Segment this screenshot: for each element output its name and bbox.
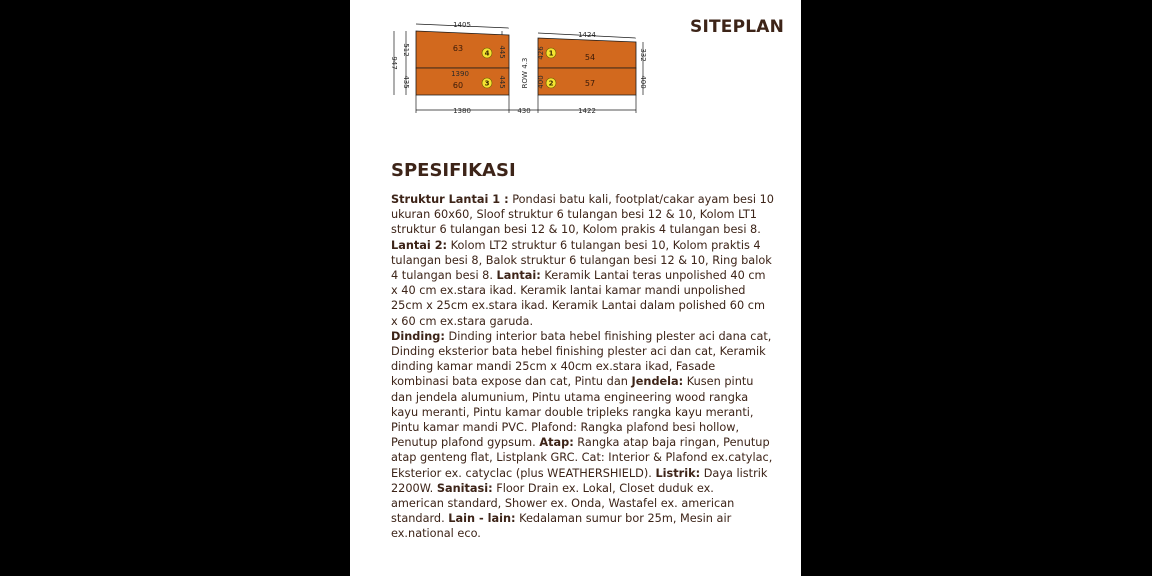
dim-right-edge-lower: 400 [639, 75, 647, 89]
spec-text: ukuran 60x60, Sloof struktur 6 tulangan besi 12 & 10, Kolom LT1 [391, 208, 757, 222]
spec-text: x 60 cm ex.stara garuda. [391, 314, 534, 328]
dim-left-lower: 435 [402, 75, 410, 89]
dim-inner-upper: 445 [498, 45, 506, 59]
spec-heading: Struktur Lantai 1 : [391, 193, 509, 206]
spec-text: kombinasi bata expose dan cat, Pintu dan [391, 375, 632, 389]
spec-text: Dinding eksterior bata hebel finishing plester aci dan cat, Keramik [391, 345, 766, 359]
dim-right-block-upper: 426 [537, 46, 545, 60]
spec-text: Kedalaman sumur bor 25m, Mesin air [515, 512, 732, 526]
spec-text: Rangka atap baja ringan, Penutup [573, 436, 770, 450]
brochure-page [350, 0, 801, 576]
dim-top-left: 1405 [453, 21, 471, 29]
spec-line [391, 268, 783, 283]
spec-text: Daya listrik [700, 466, 768, 480]
spec-line [391, 314, 783, 329]
spec-line [391, 253, 783, 268]
spec-heading: Atap: [539, 436, 574, 450]
spec-line [391, 298, 783, 313]
spec-line [391, 344, 783, 359]
spec-line [391, 359, 783, 374]
spec-line [391, 435, 783, 450]
spec-body [391, 192, 783, 542]
spec-text: dan jendela alumunium, Pintu utama engineering wood rangka [391, 390, 749, 404]
spec-line [391, 526, 783, 541]
spec-text: tulangan besi 8, Balok struktur 6 tulangan besi 12 & 10, Ring balok [391, 253, 772, 267]
dim-bottom-right: 1422 [578, 107, 596, 115]
lot-3-area: 60 [452, 81, 464, 90]
spec-title: SPESIFIKASI [391, 160, 516, 181]
spec-text: Eksterior ex. catyclac (plus WEATHERSHIELD). [391, 466, 656, 480]
lot-4-badge-number: 4 [484, 49, 490, 58]
spec-line [391, 238, 783, 253]
lot-2-area: 57 [584, 79, 596, 88]
spec-line [391, 466, 783, 481]
siteplan-diagram [350, 0, 801, 130]
dim-bottom-left: 1380 [453, 107, 471, 115]
spec-text: 25cm x 25cm ex.stara ikad. Keramik Lantai dalam polished 60 cm [391, 299, 765, 313]
lot-1-badge-number: 1 [548, 49, 554, 58]
spec-text: 4 tulangan besi 8. [391, 269, 497, 283]
road-label: ROW 4.3 [521, 57, 529, 89]
spec-line [391, 192, 783, 207]
lot-3-badge-number: 3 [484, 79, 490, 88]
spec-line [391, 511, 783, 526]
spec-line [391, 450, 783, 465]
spec-text: Kolom LT2 struktur 6 tulangan besi 10, Kolom praktis 4 [447, 238, 761, 252]
spec-text: standard. [391, 512, 449, 526]
lot-4-area: 63 [452, 44, 464, 53]
spec-text: Kusen pintu [683, 375, 754, 389]
spec-line [391, 496, 783, 511]
spec-heading: Lantai: [496, 269, 541, 283]
spec-line [391, 420, 783, 435]
spec-heading: Sanitasi: [436, 481, 493, 495]
spec-text: x 40 cm ex.stara ikad. Keramik lantai kamar mandi unpolished [391, 284, 746, 298]
spec-text: dinding kamar mandi 25cm x 40cm ex.stara ikad, Fasade [391, 360, 716, 374]
dim-gap: 430 [517, 107, 531, 115]
spec-text: Dinding interior bata hebel finishing plester aci dana cat, [444, 329, 772, 343]
spec-text: Keramik Lantai teras unpolished 40 cm [540, 269, 766, 283]
spec-text: Pondasi batu kali, footplat/cakar ayam besi 10 [508, 193, 774, 206]
spec-line [391, 329, 783, 344]
spec-line [391, 390, 783, 405]
dim-right-block-lower: 400 [537, 75, 545, 89]
spec-heading: Jendela: [631, 375, 684, 389]
spec-line [391, 207, 783, 222]
spec-line [391, 481, 783, 496]
spec-text: ex.national eco. [391, 527, 481, 541]
dim-mid-left: 1390 [451, 70, 469, 78]
spec-text: struktur 6 tulangan besi 12 & 10, Kolom prakis 4 tulangan besi 8. [391, 223, 761, 237]
spec-text: Penutup plafond gypsum. [391, 436, 540, 450]
spec-line [391, 405, 783, 420]
spec-heading: Lain - lain: [448, 512, 516, 526]
spec-text: atap genteng flat, Listplank GRC. Cat: Interior & Plafond ex.catylac, [391, 451, 773, 465]
spec-text: Pintu kamar mandi PVC. Plafond: Rangka plafond besi hollow, [391, 421, 740, 435]
spec-text: kayu meranti, Pintu kamar double tripleks rangka kayu meranti, [391, 405, 754, 419]
siteplan-title: SITEPLAN [690, 17, 785, 37]
spec-line [391, 222, 783, 237]
dim-left-total: 947 [390, 56, 398, 70]
dim-left-upper: 512 [402, 43, 410, 57]
spec-text: 2200W. [391, 481, 437, 495]
lot-2-badge-number: 2 [548, 79, 554, 88]
spec-line [391, 283, 783, 298]
lot-1-area: 54 [584, 53, 596, 62]
dim-top-right: 1424 [578, 31, 596, 39]
spec-heading: Dinding: [391, 329, 445, 343]
dim-inner-lower: 445 [498, 75, 506, 89]
dim-right-edge-upper: 332 [639, 48, 647, 62]
spec-heading: Lantai 2: [391, 238, 448, 252]
spec-heading: Listrik: [655, 466, 701, 480]
spec-text: american standard, Shower ex. Onda, Wastafel ex. american [391, 497, 735, 511]
spec-text: Floor Drain ex. Lokal, Closet duduk ex. [492, 481, 714, 495]
spec-line [391, 374, 783, 389]
